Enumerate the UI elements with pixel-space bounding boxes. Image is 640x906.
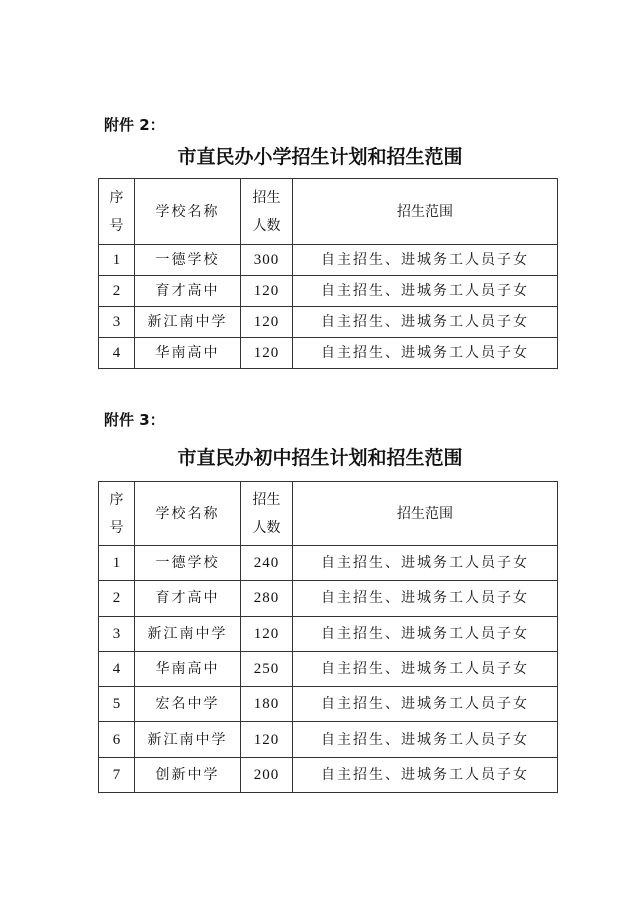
primary-school-table [98, 178, 558, 369]
cell-seq: 2 [99, 276, 135, 307]
header-seq-top: 序 [109, 491, 124, 508]
header-school: 学校名称 [135, 482, 241, 546]
table-header-row [99, 179, 558, 245]
header-scope: 招生范围 [293, 482, 558, 546]
cell-scope: 自主招生、进城务工人员子女 [293, 276, 558, 307]
cell-seq: 3 [99, 616, 135, 651]
header-seq-bottom: 号 [109, 217, 124, 234]
header-seq [99, 179, 135, 245]
table-row [99, 651, 558, 686]
cell-count: 240 [241, 546, 293, 581]
header-seq-top: 序 [109, 189, 124, 206]
cell-seq: 2 [99, 581, 135, 616]
table-row [99, 581, 558, 616]
header-scope: 招生范围 [293, 179, 558, 245]
table-row [99, 245, 558, 276]
cell-count: 120 [241, 276, 293, 307]
header-count-bottom: 人数 [252, 217, 281, 234]
cell-count: 120 [241, 722, 293, 757]
cell-school: 育才高中 [135, 276, 241, 307]
attachment-2-title: 市直民办小学招生计划和招生范围 [177, 146, 463, 168]
table-row [99, 757, 558, 792]
cell-school: 新江南中学 [135, 307, 241, 338]
cell-school: 一德学校 [135, 245, 241, 276]
cell-scope: 自主招生、进城务工人员子女 [293, 757, 558, 792]
cell-seq: 3 [99, 307, 135, 338]
cell-school: 新江南中学 [135, 722, 241, 757]
cell-scope: 自主招生、进城务工人员子女 [293, 245, 558, 276]
header-count [241, 179, 293, 245]
table-row [99, 687, 558, 722]
cell-scope: 自主招生、进城务工人员子女 [293, 651, 558, 686]
header-count-top: 招生 [252, 491, 281, 508]
header-seq [99, 482, 135, 546]
cell-count: 120 [241, 307, 293, 338]
cell-count: 200 [241, 757, 293, 792]
cell-school: 华南高中 [135, 338, 241, 369]
cell-school: 宏名中学 [135, 687, 241, 722]
attachment-3-title: 市直民办初中招生计划和招生范围 [177, 447, 463, 469]
cell-seq: 4 [99, 651, 135, 686]
cell-school: 华南高中 [135, 651, 241, 686]
attachment-2-label: 附件 2： [104, 116, 165, 134]
cell-seq: 1 [99, 245, 135, 276]
cell-seq: 5 [99, 687, 135, 722]
table-header-row [99, 482, 558, 546]
cell-school: 创新中学 [135, 757, 241, 792]
middle-school-table [98, 481, 558, 793]
cell-count: 300 [241, 245, 293, 276]
header-count-top: 招生 [252, 189, 281, 206]
cell-scope: 自主招生、进城务工人员子女 [293, 338, 558, 369]
cell-school: 新江南中学 [135, 616, 241, 651]
table-row [99, 616, 558, 651]
cell-seq: 1 [99, 546, 135, 581]
cell-count: 120 [241, 616, 293, 651]
cell-scope: 自主招生、进城务工人员子女 [293, 616, 558, 651]
header-seq-bottom: 号 [109, 519, 124, 536]
header-count-bottom: 人数 [252, 519, 281, 536]
cell-seq: 7 [99, 757, 135, 792]
header-count [241, 482, 293, 546]
table-row [99, 307, 558, 338]
cell-scope: 自主招生、进城务工人员子女 [293, 307, 558, 338]
cell-count: 120 [241, 338, 293, 369]
cell-seq: 4 [99, 338, 135, 369]
table-row [99, 276, 558, 307]
cell-count: 280 [241, 581, 293, 616]
cell-count: 180 [241, 687, 293, 722]
cell-scope: 自主招生、进城务工人员子女 [293, 581, 558, 616]
header-school: 学校名称 [135, 179, 241, 245]
table-row [99, 546, 558, 581]
cell-scope: 自主招生、进城务工人员子女 [293, 546, 558, 581]
cell-scope: 自主招生、进城务工人员子女 [293, 687, 558, 722]
attachment-3-label: 附件 3： [104, 411, 165, 429]
cell-school: 一德学校 [135, 546, 241, 581]
cell-school: 育才高中 [135, 581, 241, 616]
cell-count: 250 [241, 651, 293, 686]
cell-scope: 自主招生、进城务工人员子女 [293, 722, 558, 757]
cell-seq: 6 [99, 722, 135, 757]
table-row [99, 338, 558, 369]
table-row [99, 722, 558, 757]
